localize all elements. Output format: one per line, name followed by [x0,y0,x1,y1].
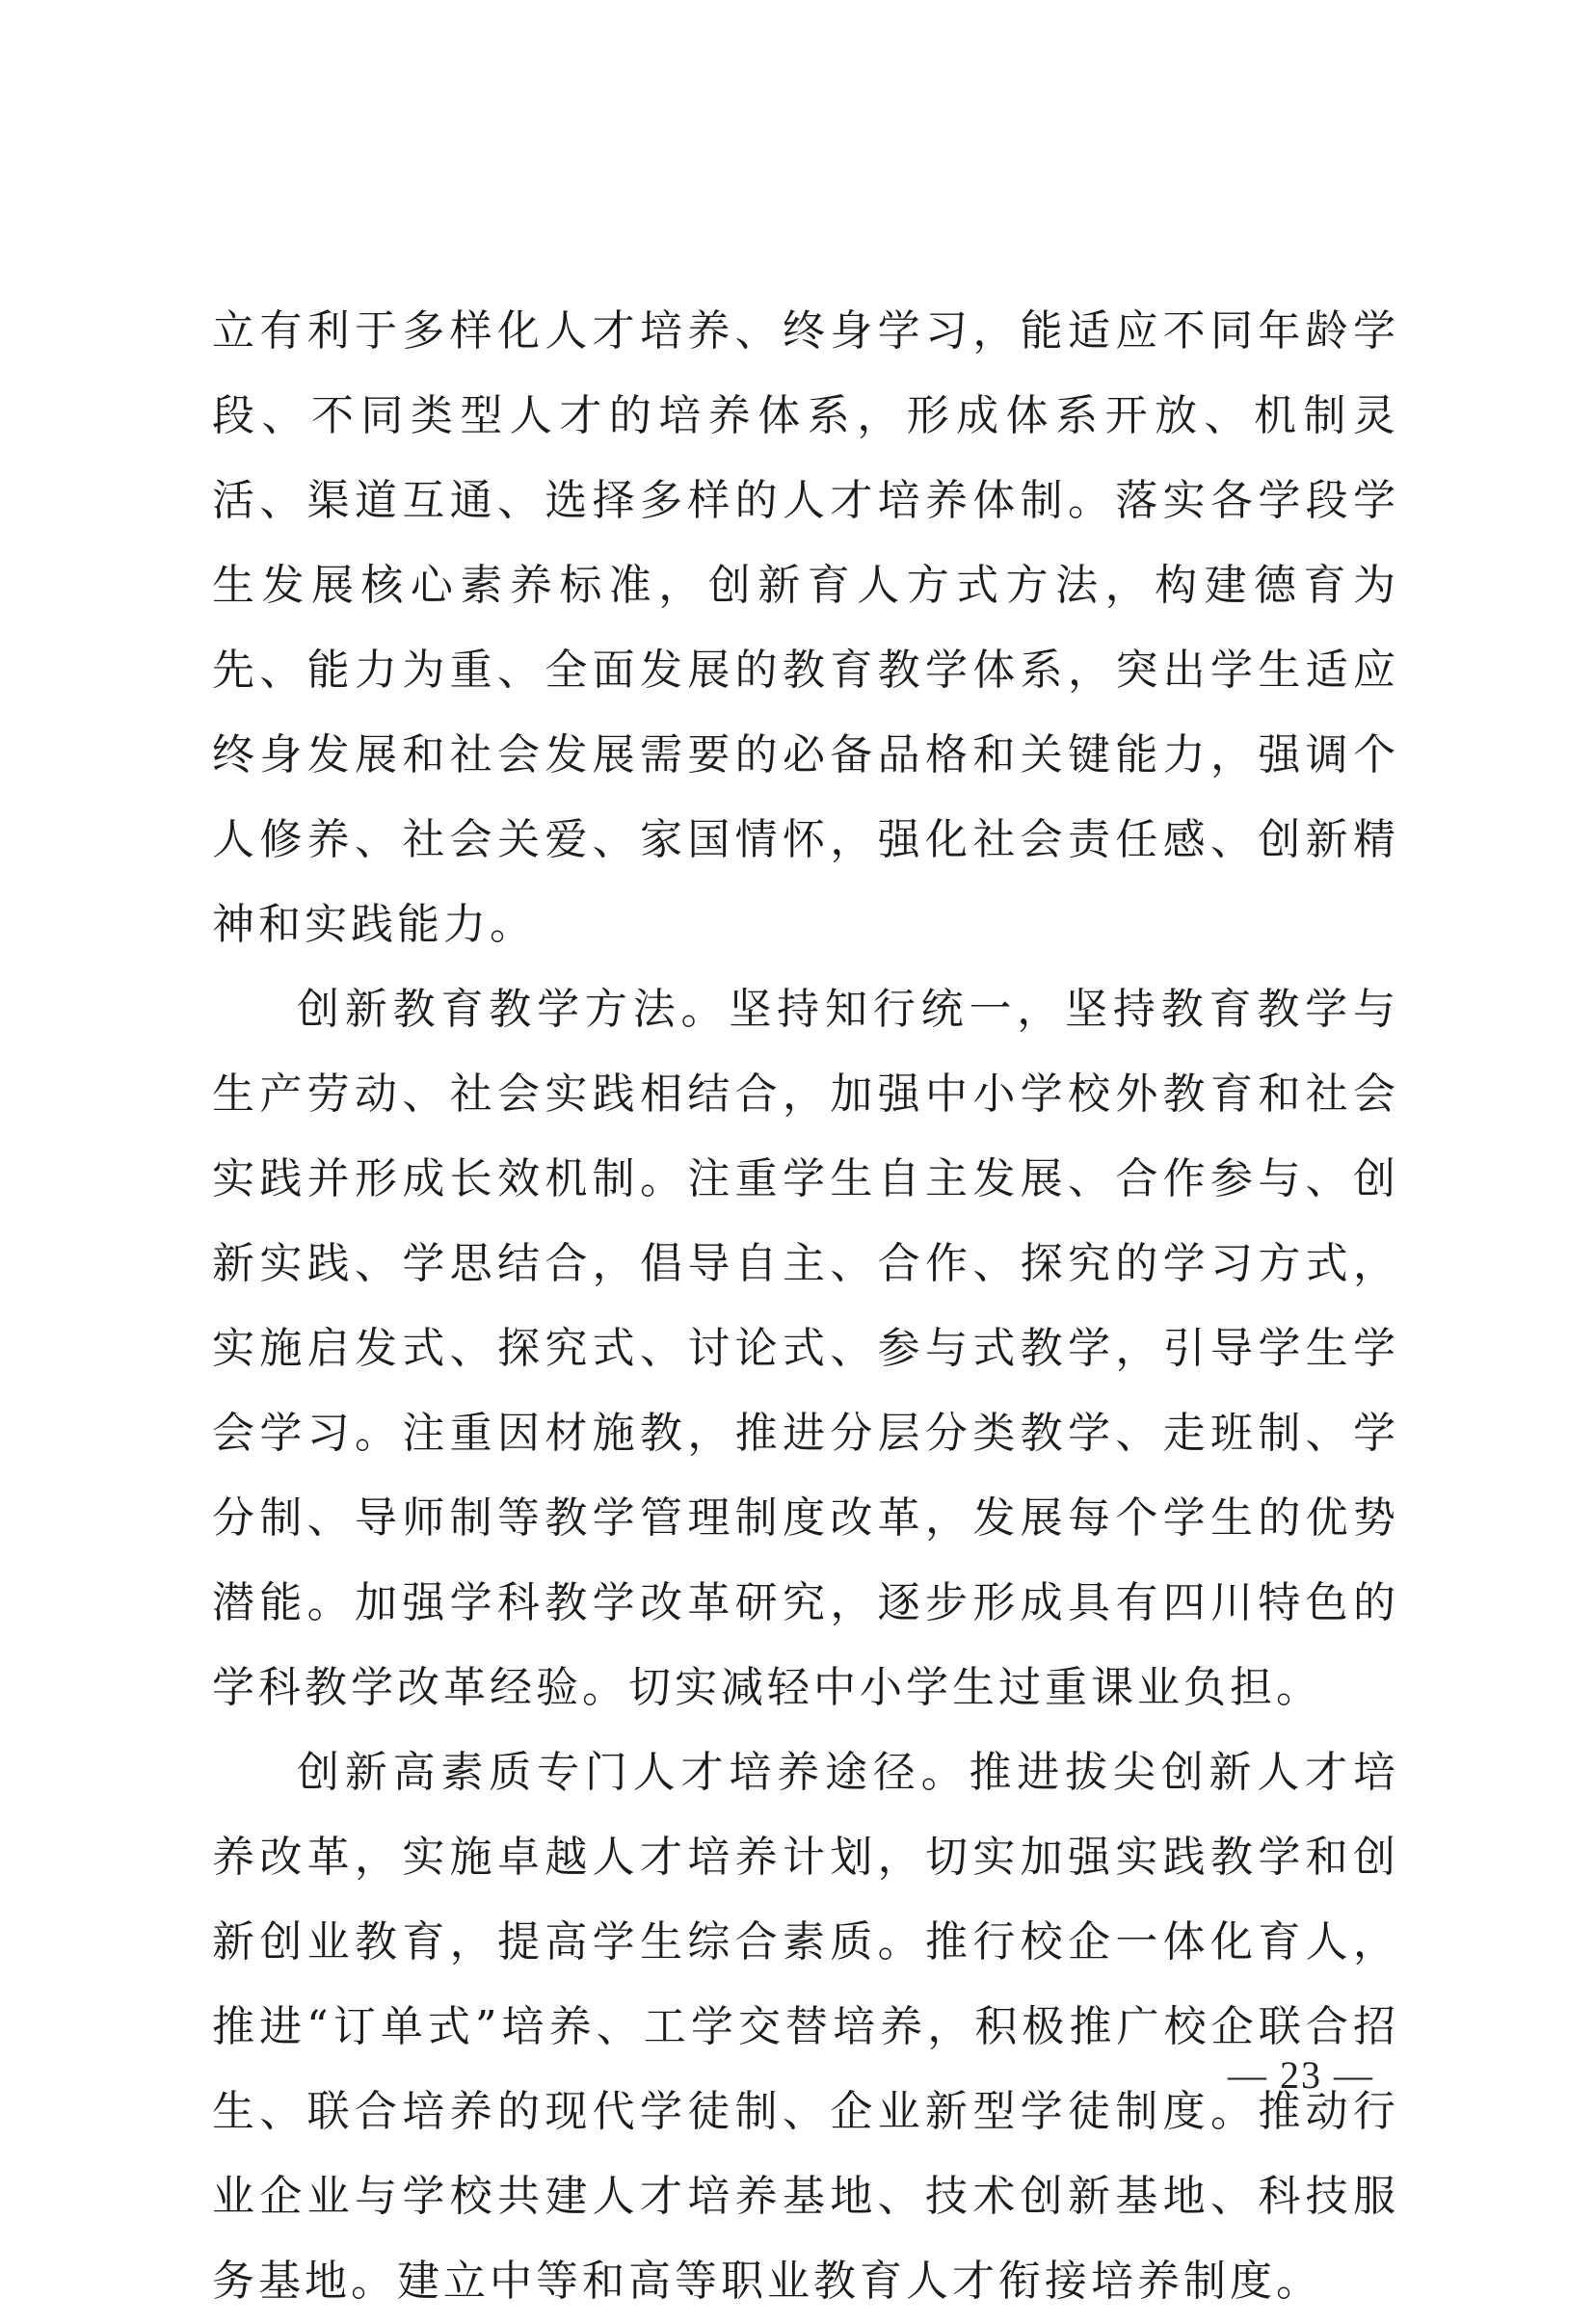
paragraph-teaching-methods: 创新教育教学方法。坚持知行统一，坚持教育教学与生产劳动、社会实践相结合，加强中小学校外教育和社会实践并形成长效机制。注重学生自主发展、合作参与、创新实践、学思结合，倡导自主、合作、探究的学习方式，实施启发式、探究式、讨论式、参与式教学，引导学生学会学习。注重因材施教，推进分层分类教学、走班制、学分制、导师制等教学管理制度改革，发展每个学生的优势潜能。加强学科教学改革研究，逐步形成具有四川特色的学科教学改革经验。切实减轻中小学生过重课业负担。 [212,985,1399,1712]
document-body [212,289,1399,2324]
paragraph-talent-training: 创新高素质专门人才培养途径。推进拔尖创新人才培养改革，实施卓越人才培养计划，切实加强实践教学和创新创业教育，提高学生综合素质。推行校企一体化育人，推进“订单式”培养、工学交替培养，积极推广校企联合招生、联合培养的现代学徒制、企业新型学徒制度。推动行业企业与学校共建人才培养基地、技术创新基地、科技服务基地。建立中等和高等职业教育人才衔接培养制度。 [212,1748,1399,2306]
page-number: — 23 — [1228,2053,1374,2097]
paragraph-continuation: 立有利于多样化人才培养、终身学习，能适应不同年龄学段、不同类型人才的培养体系，形成体系开放、机制灵活、渠道互通、选择多样的人才培养体制。落实各学段学生发展核心素养标准，创新育人方式方法，构建德育为先、能力为重、全面发展的教育教学体系，突出学生适应终身发展和社会发展需要的必备品格和关键能力，强调个人修养、社会关爱、家国情怀，强化社会责任感、创新精神和实践能力。 [212,306,1399,949]
